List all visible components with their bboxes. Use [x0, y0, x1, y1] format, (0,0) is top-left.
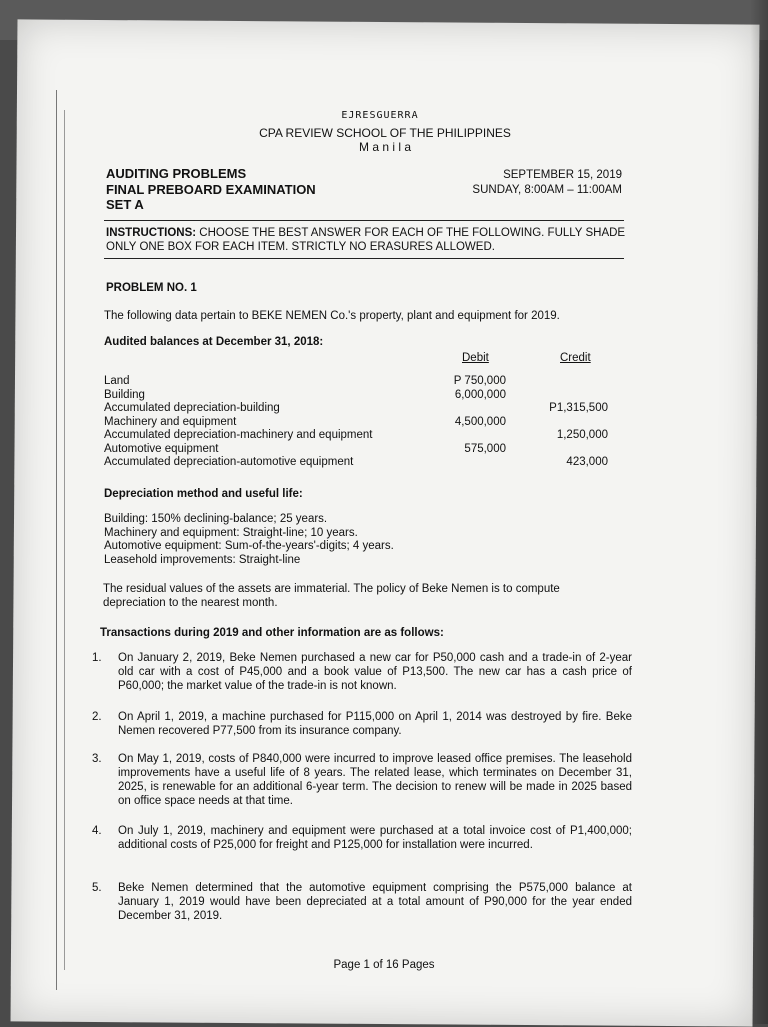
transaction-number: 3. — [92, 753, 102, 765]
depreciation-line: Building: 150% declining-balance; 25 years. — [104, 513, 328, 525]
depreciation-line: Automotive equipment: Sum-of-the-years'-digits; 4 years. — [104, 540, 394, 552]
transaction-text: On January 2, 2019, Beke Nemen purchased a new car for P50,000 cash and a trade-in of 2-year old car with a cost of P45,000 and a book value of P13,500. The new car has a cash price of P60,000; the market value of the trade-in is not known. — [118, 652, 632, 692]
instructions-line2: ONLY ONE BOX FOR EACH ITEM. STRICTLY NO ERASURES ALLOWED. — [106, 241, 495, 253]
depreciation-line: Machinery and equipment: Straight-line; 10 years. — [104, 526, 358, 539]
balance-label: Building — [104, 388, 145, 401]
transaction-text: On April 1, 2019, a machine purchased for P115,000 on April 1, 2014 was destroyed by fire. Beke Nemen recovered P77,500 from its insurance company. — [118, 711, 632, 737]
transaction-text: Beke Nemen determined that the automotive equipment comprising the P575,000 balance at January 1, 2019 would have been depreciated at a total amount of P90,000 for the year ended December 31, 2019. — [118, 882, 632, 922]
subject-title: AUDITING PROBLEMS — [106, 166, 247, 181]
transaction-text: On July 1, 2019, machinery and equipment were purchased at a total invoice cost of P1,400,000; additional costs of P25,000 for freight and P125,000 for installation were incurred. — [118, 825, 632, 851]
balances-heading: Audited balances at December 31, 2018: — [104, 336, 324, 348]
balance-label: Accumulated depreciation-automotive equipment — [104, 456, 354, 468]
handwritten-name: EJRESGUERRA — [341, 110, 419, 121]
debit-header: Debit — [462, 352, 489, 364]
page-footer: Page 1 of 16 Pages — [333, 959, 435, 971]
depreciation-line: Leasehold improvements: Straight-line — [104, 553, 301, 566]
transactions-heading: Transactions during 2019 and other information are as follows: — [100, 627, 444, 639]
balance-label: Accumulated depreciation-building — [104, 402, 280, 414]
problem-title: PROBLEM NO. 1 — [106, 282, 197, 294]
school-name: CPA REVIEW SCHOOL OF THE PHILIPPINES — [259, 126, 511, 140]
residual-line2: depreciation to the nearest month. — [103, 597, 278, 609]
city-name: M a n i l a — [358, 140, 412, 154]
balance-credit: 423,000 — [566, 456, 608, 468]
instructions-label: INSTRUCTIONS: — [106, 227, 197, 239]
balance-label: Machinery and equipment — [104, 415, 237, 428]
transaction-number: 4. — [92, 825, 102, 837]
exam-date: SEPTEMBER 15, 2019 — [503, 169, 622, 181]
exam-title: FINAL PREBOARD EXAMINATION — [106, 182, 316, 197]
rule-bottom — [104, 258, 624, 259]
balance-label: Accumulated depreciation-machinery and equipment — [104, 429, 373, 441]
rule-top — [104, 220, 624, 221]
depreciation-heading: Depreciation method and useful life: — [104, 488, 303, 500]
balance-label: Land — [104, 375, 130, 387]
set-label: SET A — [106, 197, 144, 212]
instructions-text1: CHOOSE THE BEST ANSWER FOR EACH OF THE FOLLOWING. FULLY SHADE — [199, 227, 626, 239]
balance-debit: 575,000 — [464, 442, 506, 455]
transaction-text: On May 1, 2019, costs of P840,000 were incurred to improve leased office premises. The leasehold improvements have a useful life of 8 years. The related lease, which terminates on December 31, 2025, is renewable for an additional 6-year term. The decision to renew will be made in 2025 based on office space needs at that time. — [118, 753, 632, 807]
balance-debit: P 750,000 — [453, 375, 506, 387]
balance-debit: 6,000,000 — [454, 388, 506, 401]
transaction-number: 2. — [92, 711, 102, 723]
transaction-number: 1. — [92, 652, 102, 664]
transaction-number: 5. — [92, 882, 102, 894]
exam-time: SUNDAY, 8:00AM – 11:00AM — [472, 184, 622, 196]
residual-line1: The residual values of the assets are immaterial. The policy of Beke Nemen is to compute — [103, 583, 560, 595]
credit-header: Credit — [560, 352, 591, 364]
instructions-line1 — [106, 226, 626, 240]
balance-credit: P1,315,500 — [549, 402, 608, 414]
balance-debit: 4,500,000 — [454, 415, 506, 428]
balance-credit: 1,250,000 — [556, 429, 608, 441]
balance-label: Automotive equipment — [104, 442, 219, 455]
problem-intro: The following data pertain to BEKE NEMEN Co.'s property, plant and equipment for 2019. — [104, 310, 560, 322]
